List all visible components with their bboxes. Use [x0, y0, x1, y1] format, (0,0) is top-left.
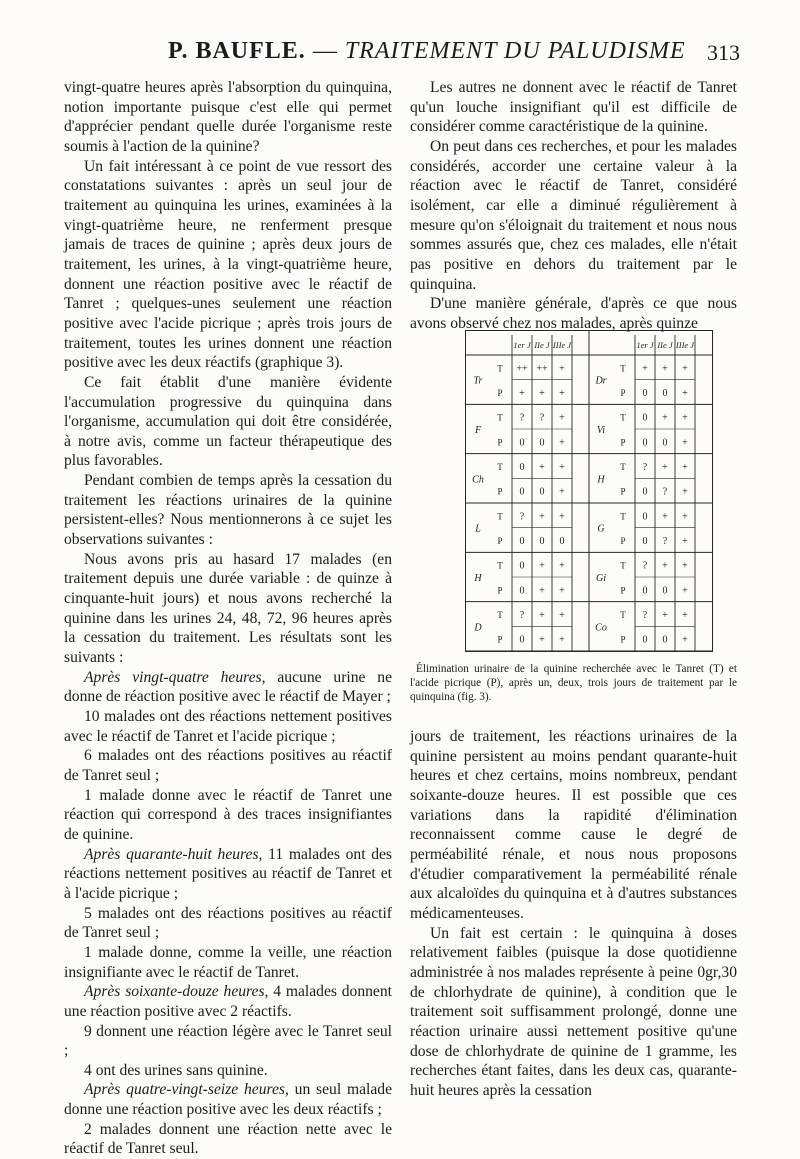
- paragraph: [64, 1120, 392, 1159]
- day-header-right-1: 1er J: [636, 340, 654, 350]
- cell-value: 0: [642, 388, 648, 399]
- cell-value: +: [559, 560, 565, 572]
- cell-value: +: [539, 634, 545, 646]
- cell-value: +: [662, 363, 668, 375]
- row-label-P: P: [497, 486, 503, 497]
- cell-value: +: [682, 536, 688, 547]
- cell-value: +: [539, 585, 545, 597]
- paragraph-text: 5 malades ont des réactions positives au réactif de Tanret seul ;: [64, 904, 392, 942]
- cell-value: +: [559, 412, 565, 424]
- paragraph: [64, 786, 392, 845]
- patient-name: Ch: [472, 474, 484, 486]
- cell-value: +: [559, 585, 565, 597]
- patient-name: Dr: [595, 375, 607, 387]
- author-name: P. BAUFLE.: [168, 38, 306, 64]
- cell-value: 0: [662, 388, 668, 399]
- row-label-T: T: [620, 462, 626, 472]
- paragraph-text: 4 malades donnent une réaction positive avec 2 réactifs.: [64, 983, 392, 1020]
- row-label-T: T: [497, 560, 503, 571]
- row-label-P: P: [620, 486, 626, 497]
- cell-value: ?: [539, 412, 545, 424]
- paragraph-text: aucune urine ne donne de réaction positive avec le réactif de Mayer ;: [64, 668, 393, 706]
- cell-value: +: [682, 412, 688, 424]
- cell-value: ?: [519, 610, 525, 621]
- paragraph: [64, 1061, 392, 1081]
- cell-value: +: [642, 363, 648, 375]
- cell-value: 0: [519, 486, 525, 498]
- italic-lead: Après quarante-huit heures,: [84, 845, 263, 863]
- cell-value: ?: [662, 536, 668, 547]
- cell-value: +: [539, 511, 545, 523]
- right-column-bottom: [410, 727, 737, 1100]
- patient-name: G: [597, 523, 605, 535]
- patient-name: Gi: [596, 573, 606, 584]
- paragraph-text: 10 malades ont des réactions nettement positives avec le réactif de Tanret et l'acide picrique ;: [64, 708, 392, 745]
- cell-value: +: [539, 610, 545, 621]
- paragraph: [64, 1022, 392, 1061]
- row-label-T: T: [620, 560, 626, 571]
- italic-lead: Après vingt-quatre heures,: [84, 668, 266, 686]
- cell-value: +: [662, 560, 668, 572]
- elimination-chart: [466, 331, 712, 651]
- paragraph-text: 4 ont des urines sans quinine.: [84, 1061, 268, 1079]
- cell-value: ?: [519, 412, 525, 424]
- running-title: [168, 38, 686, 65]
- cell-value: 0: [642, 486, 648, 498]
- day-header-left-3: IIIe J: [552, 340, 572, 350]
- day-header-right-3: IIIe J: [675, 340, 695, 350]
- cell-value: 0: [519, 585, 525, 597]
- row-label-T: T: [497, 363, 503, 374]
- page-header: [58, 36, 748, 70]
- paragraph-text: 1 malade donne avec le réactif de Tanret une réaction qui correspond à des traces insignifiantes de quinine.: [64, 786, 392, 843]
- paragraph: [64, 1080, 392, 1119]
- cell-value: +: [559, 634, 565, 646]
- row-label-P: P: [620, 536, 626, 546]
- row-label-P: P: [620, 388, 626, 398]
- paragraph-text: D'une manière générale, d'après ce que nous avons observé chez nos malades, après quinze: [410, 295, 737, 332]
- paragraph: [410, 294, 737, 333]
- row-label-T: T: [620, 610, 626, 620]
- cell-value: 0: [662, 634, 668, 646]
- cell-value: 0: [642, 412, 648, 424]
- paragraph-text: un seul malade donne une réaction positive avec les deux réactifs ;: [64, 1081, 392, 1119]
- cell-value: 0: [519, 462, 525, 473]
- cell-value: +: [662, 610, 668, 621]
- right-column-top: [410, 78, 737, 334]
- cell-value: +: [559, 437, 565, 449]
- patient-name: D: [474, 622, 482, 634]
- paragraph-text: 2 malades donnent une réaction nette avec le réactif de Tanret seul.: [64, 1120, 392, 1158]
- cell-value: +: [682, 462, 688, 473]
- paragraph-text: vingt-quatre heures après l'absorption du quinquina, notion importante puisque c'est elle qui permet d'apprécier pendant quelle durée l'organisme reste soumis à l'action de la quinine?: [64, 79, 392, 155]
- cell-value: 0: [519, 536, 525, 547]
- paragraph: [64, 373, 392, 471]
- paragraph-text: 9 donnent une réaction légère avec le Tanret seul ;: [64, 1022, 392, 1060]
- italic-lead: Après soixante-douze heures,: [84, 983, 269, 1001]
- paragraph: [64, 707, 392, 746]
- row-label-T: T: [497, 511, 503, 522]
- row-label-P: P: [497, 388, 503, 398]
- patient-name: F: [474, 425, 482, 436]
- paragraph: [64, 157, 392, 373]
- patient-name: L: [475, 523, 481, 535]
- row-label-T: T: [497, 412, 503, 423]
- paragraph-text: 1 malade donne, comme la veille, une réaction insignifiante avec le réactif de Tanret.: [64, 943, 392, 981]
- cell-value: +: [519, 388, 525, 399]
- day-header-left-1: 1er J: [513, 340, 531, 350]
- paragraph-text: 6 malades ont des réactions positives au réactif de Tanret seul ;: [64, 747, 392, 784]
- patient-name: H: [474, 573, 482, 584]
- cell-value: +: [559, 462, 565, 473]
- paragraph-text: Ce fait établit d'une manière évidente l'accumulation progressive du quinquina dans l'organisme, accumulation qui doit être considérée, à notre avis, comme un facteur thérapeutique des plus favorables.: [64, 373, 392, 470]
- cell-value: +: [682, 486, 688, 498]
- article-title: TRAITEMENT DU PALUDISME: [344, 38, 686, 64]
- day-header-right-2: IIe J: [657, 340, 673, 350]
- cell-value: +: [559, 388, 565, 399]
- cell-value: 0: [539, 486, 545, 498]
- patient-name: Tr: [473, 375, 483, 387]
- cell-value: +: [539, 462, 545, 473]
- paragraph: [64, 845, 392, 904]
- paragraph-text: On peut dans ces recherches, et pour les malades considérés, accorder une certaine valeur à la réaction avec le réactif de Tanret, considéré isolément, car elle a diminué régulièrement à mesure qu'on s'éloignait du traitement et nous nous sommes assurés que, chez ces malades, elle n'était pas positive en dehors du traitement par le quinquina.: [410, 137, 737, 293]
- row-label-P: P: [620, 585, 626, 596]
- cell-value: ++: [516, 363, 528, 375]
- cell-value: 0: [662, 585, 668, 597]
- row-label-T: T: [497, 462, 503, 472]
- left-column: [64, 78, 392, 1159]
- cell-value: +: [682, 585, 688, 597]
- cell-value: +: [559, 486, 565, 498]
- cell-value: 0: [519, 634, 525, 646]
- cell-value: ?: [642, 560, 648, 572]
- paragraph-text: Un fait est certain : le quinquina à doses relativement faibles (puisque la dose quotidienne administrée à nos malades représente à peine 0gr,30 de chlorhydrate de quinine), à condition que le traitement soit suffisamment prolongé, donne une réaction urinaire aussi nettement positive qu'une dose de chlorhydrate de quinine de 1 gramme, les recherches étant faites, dans les deux cas, quarante-huit heures après la cessation: [410, 924, 737, 1099]
- cell-value: ?: [642, 610, 648, 621]
- cell-value: +: [682, 363, 688, 375]
- row-label-P: P: [497, 437, 503, 448]
- cell-value: 0: [642, 437, 648, 449]
- cell-value: +: [559, 363, 565, 375]
- paragraph: [64, 78, 392, 157]
- paragraph: [410, 727, 737, 924]
- cell-value: 0: [642, 585, 648, 597]
- figure-3-table: [465, 330, 713, 652]
- day-header-left-2: IIe J: [534, 340, 550, 350]
- paragraph-text: Un fait intéressant à ce point de vue ressort des constatations suivantes : après un seul jour de traitement au quinquina les urines, examinées à la vingt-quatrième heure, ne renferment presque jamais de traces de quinine ; après deux jours de traitement, les urines, à la vingt-quatrième heure, donnent une réaction positive avec le réactif de Tanret ; quelques-unes seulement une réaction positive avec l'acide picrique ; après trois jours de traitement, toutes les urines donnent une réaction positive avec les deux réactifs (graphique 3).: [64, 157, 392, 372]
- paragraph: [64, 668, 392, 707]
- caption-text: Élimination urinaire de la quinine recherchée avec le Tanret (T) et l'acide picrique (P), après un, deux, trois jours de traitement par le quinquina (fig. 3).: [410, 663, 737, 703]
- cell-value: +: [559, 610, 565, 621]
- cell-value: +: [539, 388, 545, 399]
- cell-value: ++: [536, 363, 548, 375]
- cell-value: +: [662, 511, 668, 523]
- row-label-P: P: [497, 585, 503, 596]
- row-label-T: T: [620, 511, 626, 522]
- cell-value: +: [682, 610, 688, 621]
- cell-value: +: [682, 388, 688, 399]
- paragraph: [410, 137, 737, 294]
- cell-value: 0: [642, 536, 648, 547]
- cell-value: +: [539, 560, 545, 572]
- cell-value: ?: [662, 486, 668, 498]
- patient-name: Co: [595, 622, 607, 634]
- row-label-P: P: [620, 634, 626, 645]
- italic-lead: Après quatre-vingt-seize heures,: [84, 1081, 289, 1099]
- cell-value: 0: [642, 634, 648, 646]
- cell-value: 0: [559, 536, 565, 547]
- cell-value: +: [682, 634, 688, 646]
- cell-value: +: [682, 560, 688, 572]
- paragraph: [410, 924, 737, 1101]
- cell-value: ?: [642, 462, 648, 473]
- cell-value: +: [662, 462, 668, 473]
- patient-name: H: [597, 474, 605, 486]
- cell-value: 0: [642, 511, 648, 523]
- paragraph-text: Pendant combien de temps après la cessation du traitement les réactions urinaires de la quinine persistent-elles? Nous mentionnerons à ce sujet les observations suivantes :: [64, 472, 392, 549]
- row-label-P: P: [620, 437, 626, 448]
- paragraph: [64, 746, 392, 785]
- title-dash: —: [312, 38, 338, 64]
- paragraph: [64, 904, 392, 943]
- patient-name: Vi: [596, 425, 606, 436]
- row-label-T: T: [620, 412, 626, 423]
- row-label-T: T: [620, 363, 626, 374]
- paragraph-text: 11 malades ont des réactions nettement positives au réactif de Tanret et à l'acide picrique ;: [64, 845, 393, 902]
- cell-value: 0: [519, 560, 525, 572]
- paragraph: [410, 78, 737, 137]
- paragraph: [64, 471, 392, 550]
- row-label-P: P: [497, 634, 503, 645]
- cell-value: 0: [539, 437, 545, 449]
- page-number: 313: [707, 40, 740, 65]
- cell-value: 0: [662, 437, 668, 449]
- cell-value: 0: [519, 437, 525, 449]
- cell-value: +: [559, 511, 565, 523]
- paragraph-text: Nous avons pris au hasard 17 malades (en traitement depuis une durée variable : de quinze à cinquante-huit jours) et nous avons recherché la quinine dans les urines 24, 48, 72, 96 heures après la cessation du traitement. Les résultats sont les suivants :: [64, 550, 392, 667]
- figure-caption: [410, 662, 737, 704]
- paragraph: [64, 550, 392, 668]
- paragraph-text: Les autres ne donnent avec le réactif de Tanret qu'un louche insignifiant qu'il est difficile de considérer comme caractéristique de la quinine.: [410, 79, 737, 136]
- cell-value: +: [662, 412, 668, 424]
- paragraph-text: jours de traitement, les réactions urinaires de la quinine persistent au moins pendant quarante-huit heures et chez certains, moins nombreux, pendant soixante-douze heures. Il est possible que ces variations dans la rapidité d'élimination reconnaissent comme cause le degré de perméabilité rénale, et nous nous proposons d'étudier comparativement la perméabilité rénale aux alcaloïdes du quinquina et à d'autres substances médicamenteuses.: [410, 728, 737, 922]
- paragraph: [64, 982, 392, 1021]
- row-label-T: T: [497, 610, 503, 620]
- paragraph: [64, 943, 392, 982]
- cell-value: +: [682, 437, 688, 449]
- row-label-P: P: [497, 536, 503, 546]
- cell-value: 0: [539, 536, 545, 547]
- cell-value: ?: [519, 511, 525, 523]
- cell-value: +: [682, 511, 688, 523]
